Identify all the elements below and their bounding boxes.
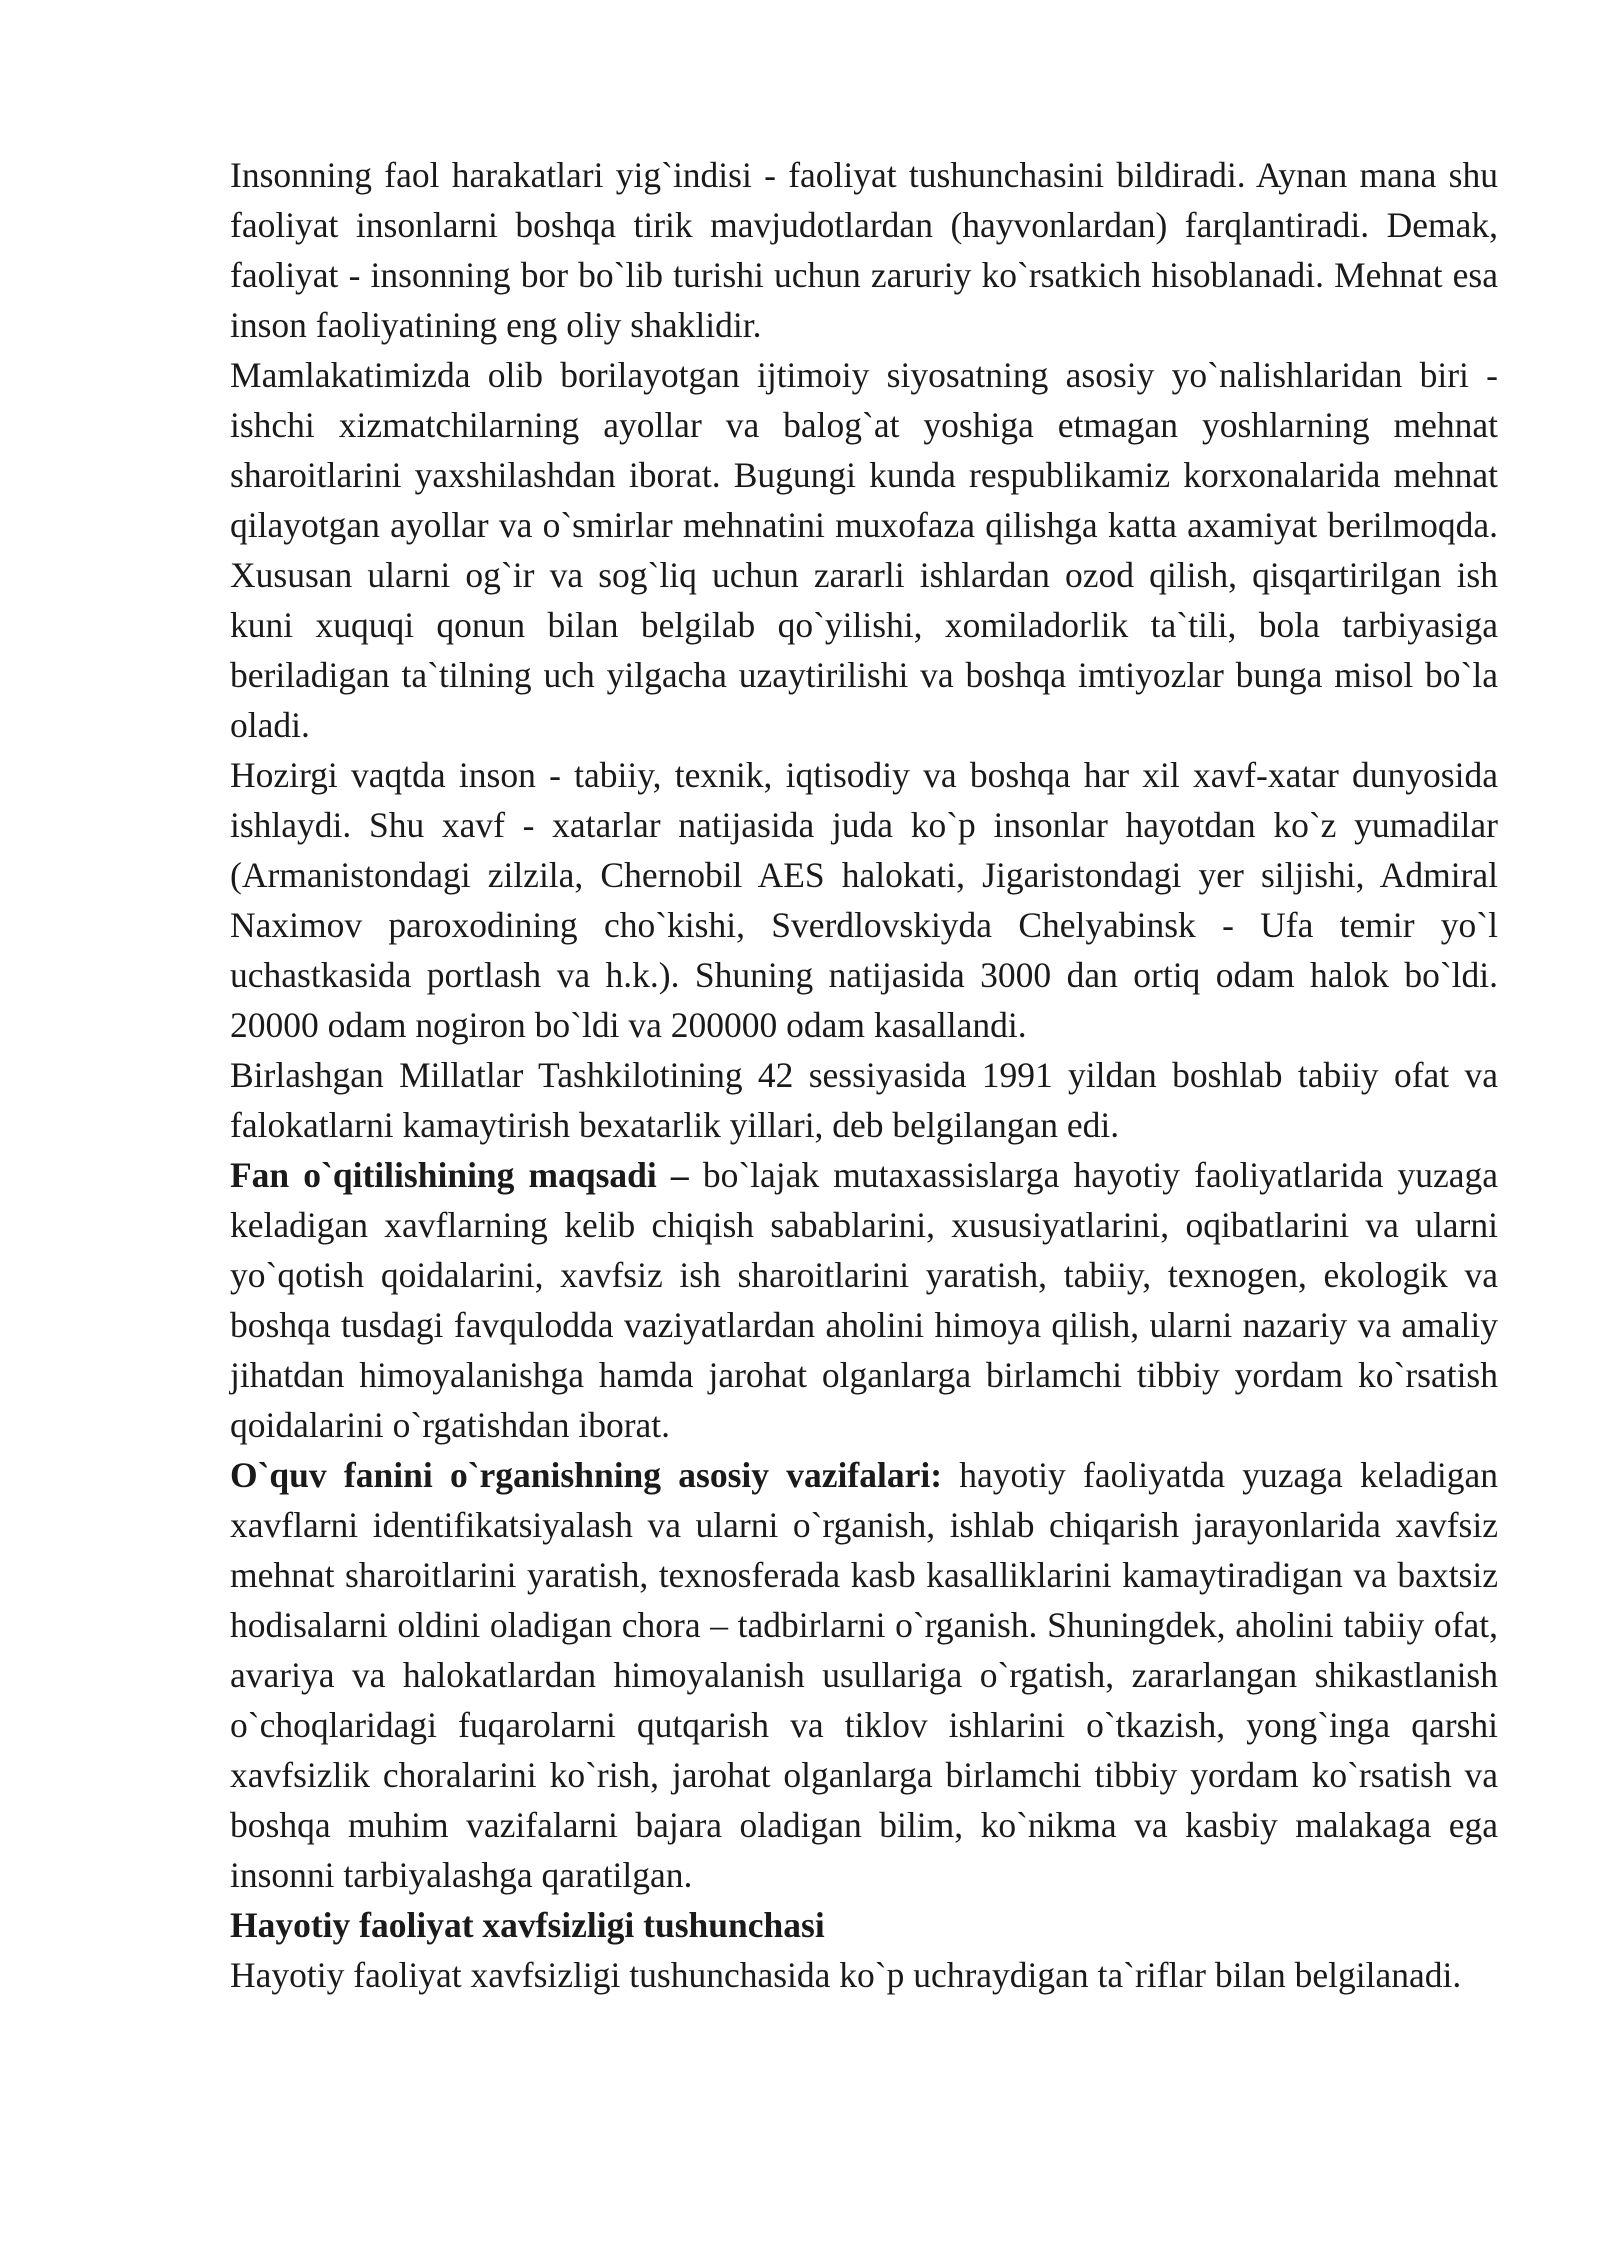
paragraph-text: Insonning faol harakatlari yig`indisi - faoliyat tushunchasini bildiradi. Aynan mana shu faoliyat insonlarni boshqa tirik mavjudotlardan (hayvonlardan) farqlantiradi. Demak, faoliyat - insonning bor bo`lib turishi uchun zaruriy ko`rsatkich hisoblanadi. Mehnat esa inson faoliyatining eng oliy shaklidir. xyxy=(230,155,1498,345)
paragraph-hazards xyxy=(230,750,1498,1050)
paragraph-text: hayotiy faoliyatda yuzaga keladigan xavflarni identifikatsiyalash va ularni o`rganish, ishlab chiqarish jarayonlarida xavfsiz mehnat sharoitlarini yaratish, texnosferada kasb kasalliklarini kamaytiradigan va baxtsiz hodisalarni oldini oladigan chora – tadbirlarni o`rganish. Shuningdek, aholini tabiiy ofat, avariya va halokatlardan himoyalanish usullariga o`rgatish, zararlangan shikastlanish o`choqlaridagi fuqarolarni qutqarish va tiklov ishlarini o`tkazish, yong`inga qarshi xavfsizlik choralarini ko`rish, jarohat olganlarga birlamchi tibbiy yordam ko`rsatish va boshqa muhim vazifalarni bajara oladigan bilim, ko`nikma va kasbiy malakaga ega insonni tarbiyalashga qaratilgan. xyxy=(230,1455,1498,1895)
paragraph-un-session xyxy=(230,1050,1498,1150)
paragraph-lead-in: O`quv fanini o`rganishning asosiy vazifalari: xyxy=(230,1455,943,1495)
paragraph-text: Mamlakatimizda olib borilayotgan ijtimoiy siyosatning asosiy yo`nalishlaridan biri - ishchi xizmatchilarning ayollar va balog`at yoshiga etmagan yoshlarning mehnat sharoitlarini yaxshilashdan iborat. Bugungi kunda respublikamiz korxonalarida mehnat qilayotgan ayollar va o`smirlar mehnatini muxofaza qilishga katta axamiyat berilmoqda. Xususan ularni og`ir va sog`liq uchun zararli ishlardan ozod qilish, qisqartirilgan ish kuni xuquqi qonun bilan belgilab qo`yilishi, xomiladorlik ta`tili, bola tarbiyasiga beriladigan ta`tilning uch yilgacha uzaytirilishi va boshqa imtiyozlar bunga misol bo`la oladi. xyxy=(230,355,1498,745)
section-heading: Hayotiy faoliyat xavfsizligi tushunchasi xyxy=(230,1905,825,1945)
paragraph-text: bo`lajak mutaxassislarga hayotiy faoliyatlarida yuzaga keladigan xavflarning kelib chiqish sabablarini, xususiyatlarini, oqibatlarini va ularni yo`qotish qoidalarini, xavfsiz ish sharoitlarini yaratish, tabiiy, texnogen, ekologik va boshqa tusdagi favqulodda vaziyatlardan aholini himoya qilish, ularni nazariy va amaliy jihatdan himoyalanishga hamda jarohat olganlarga birlamchi tibbiy yordam ko`rsatish qoidalarini o`rgatishdan iborat. xyxy=(230,1155,1499,1445)
paragraph-activity-definition xyxy=(230,150,1498,350)
paragraph-course-tasks xyxy=(230,1450,1498,1900)
paragraph-text: Birlashgan Millatlar Tashkilotining 42 sessiyasida 1991 yildan boshlab tabiiy ofat va falokatlarni kamaytirish bexatarlik yillari, deb belgilangan edi. xyxy=(230,1055,1498,1145)
paragraph-lead-in: Fan o`qitilishining maqsadi – xyxy=(230,1155,689,1195)
paragraph-final xyxy=(230,1950,1498,2000)
document-page xyxy=(230,150,1498,2000)
paragraph-course-goal xyxy=(230,1150,1498,1450)
paragraph-social-policy xyxy=(230,350,1498,750)
paragraph-text: Hayotiy faoliyat xavfsizligi tushunchasida ko`p uchraydigan ta`riflar bilan belgilanadi. xyxy=(230,1955,1462,1995)
paragraph-text: Hozirgi vaqtda inson - tabiiy, texnik, iqtisodiy va boshqa har xil xavf-xatar dunyosida ishlaydi. Shu xavf - xatarlar natijasida juda ko`p insonlar hayotdan ko`z yumadilar (Armanistondagi zilzila, Chernobil AES halokati, Jigaristondagi yer siljishi, Admiral Naximov paroxodining cho`kishi, Sverdlovskiyda Chelyabinsk - Ufa temir yo`l uchastkasida portlash va h.k.). Shuning natijasida 3000 dan ortiq odam halok bo`ldi. 20000 odam nogiron bo`ldi va 200000 odam kasallandi. xyxy=(230,755,1498,1045)
